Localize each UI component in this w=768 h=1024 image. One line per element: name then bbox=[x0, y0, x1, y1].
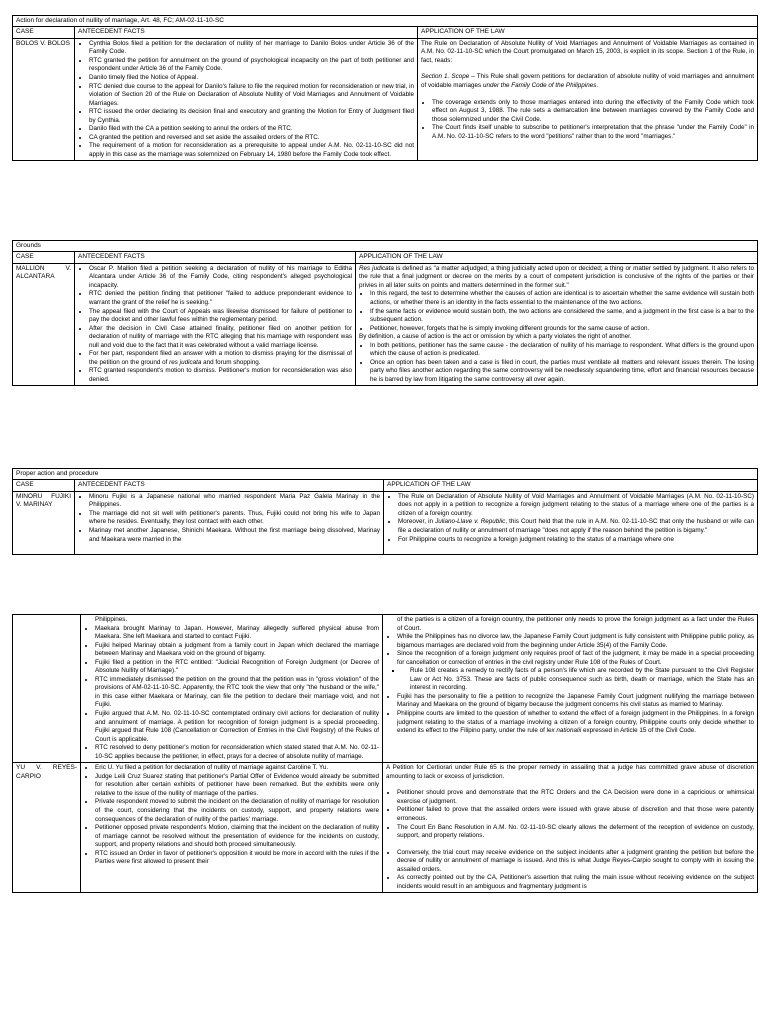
list-item: • Fujiki has the personality to file a petition to recognize the Japanese Family Court judgment nullifying the marriage between Marinay and Maekara on the ground of bigamy because the judgment concerns his civil status as married to Marinay. bbox=[397, 693, 754, 710]
facts-cell bbox=[81, 763, 383, 893]
list-item: • Marinay met another Japanese, Shinichi Maekara. Without the first marriage being dissolved, Marinay and Maekara were married in the bbox=[89, 527, 380, 544]
section-mallion bbox=[12, 240, 757, 386]
section-title: Grounds bbox=[13, 241, 758, 252]
list-item: • The marriage did not sit well with petitioner's parents. Thus, Fujiki could not bring his wife to Japan where he resides. Eventually, they lost contact with each other. bbox=[89, 510, 380, 527]
list-item: • Fujiki filed a petition in the RTC entitled: "Judicial Recognition of Foreign Judgment (or Decree of Absolute Nullity of Marriage)." bbox=[95, 659, 379, 676]
case-name: MINORU FUJIKI V. MARINAY bbox=[13, 491, 75, 554]
header-law: APPLICATION OF THE LAW bbox=[418, 27, 758, 38]
list-item: • Petitioner opposed private respondent's Motion, claiming that the incident on the declaration of nullity of marriage cannot be resolved without the presentation of evidence for the incidents on custody, support, and property relations and should both proceed simultaneously. bbox=[95, 824, 379, 850]
header-facts: ANTECEDENT FACTS bbox=[75, 27, 418, 38]
list-item: • After the decision in Civil Case attained finality, petitioner filed on another petition for declaration of nullity of marriage with the RTC alleging that his marriage with respondent was null and void due to the fact that it was celebrated without a valid marriage license. bbox=[89, 325, 352, 351]
header-facts: ANTECEDENT FACTS bbox=[75, 252, 356, 263]
list-item: • CA granted the petition and reversed and set aside the assailed orders of the RTC. bbox=[89, 134, 414, 143]
list-item: • Since the recognition of a foreign judgment only requires proof of fact of the judgment, it may be made in a special proceeding for cancellation or correction of entries in the civil registry under Rule 108 of the Rules of Court. bbox=[397, 650, 754, 667]
list-item: • Once an option has been taken and a case is filed in court, the parties must ventilate all matters and relevant issues therein. The losing party who files another action regarding the same controversy will be needlessly squandering time, effort and financial resources because he is barred by law from litigating the same controversy all over again. bbox=[370, 359, 754, 385]
list-item: • Petitioner, however, forgets that he is simply invoking different grounds for the same cause of action. bbox=[370, 325, 754, 334]
list-item: • The Rule on Declaration of Absolute Nullity of Void Marriages and Annulment of Voidable Marriages (A.M. No. 02-11-10-SC) does not apply in a petition to recognize a foreign judgment relating to the status of a marriage where one of the parties is a citizen of a foreign country. bbox=[398, 493, 754, 519]
list-item: • Judge Leili Cruz Suarez stating that petitioner's Partial Offer of Evidence would already be submitted for resolution after certain exhibits of petitioner have been remarked. But the exhibits were only relative to the issue of the nullity of marriage of the parties. bbox=[95, 773, 379, 799]
list-item: • RTC immediately dismissed the petition on the ground that the petition was in "gross violation" of the provisions of AM-02-11-10-SC. Apparently, the RTC took the view that only "the husband or the wife," in this case either Maekara or Marinay, can file the petition to declare their marriage void, and not Fujiki. bbox=[95, 676, 379, 710]
header-law: APPLICATION OF THE LAW bbox=[384, 480, 758, 491]
list-item: • In both petitions, petitioner has the same cause - the declaration of nullity of his marriage to respondent. What differs is the ground upon which the cause of action is predicated. bbox=[370, 342, 754, 359]
list-item: • The coverage extends only to those marriages entered into during the effectivity of the Family Code which took effect on August 3, 1988. The rule sets a demarcation line between marriages covered by the Family Code and those solemnized under the Civil Code. bbox=[432, 99, 754, 125]
list-item: • RTC denied due course to the appeal for Danilo's failure to file the required motion for reconsideration or new trial, in violation of Section 20 of the Rule on Declaration of Absolute Nullity of Void Marriages and Annulment of Voidable Marriages. bbox=[89, 83, 414, 109]
list-item: • While the Philippines has no divorce law, the Japanese Family Court judgment is fully consistent with Philippine public policy, as bigamous marriages are declared void from the beginning under Article 35(4) of the Family Code. bbox=[397, 633, 754, 650]
section-title: Action for declaration of nullity of marriage, Art. 48, FC; AM-02-11-10-SC bbox=[13, 16, 758, 27]
list-item: • Maekara brought Marinay to Japan. However, Marinay allegedly suffered physical abuse from Maekara. She left Maekara and started to contact Fujiki. bbox=[95, 625, 379, 642]
list-item: • As correctly pointed out by the CA, Petitioner's assertion that ruling the main issue without receiving evidence on the subject incidents would result in an ambiguous and fragmentary judgment is bbox=[397, 874, 754, 891]
list-item: • Petitioner failed to prove that the assailed orders were issued with grave abuse of discretion and that those were patently erroneous. bbox=[397, 806, 754, 823]
list-item: • RTC granted the petition for annulment on the ground of psychological incapacity on the part of both petitioner and respondent under Article 36 of the Family Code. bbox=[89, 57, 414, 74]
list-item: • Fujiki argued that A.M. No. 02-11-10-SC contemplated ordinary civil actions for declaration of nullity and annulment of marriage. A petition for recognition of foreign judgment is a special proceeding. Fujiki argued that Rule 108 (Cancellation or Correction of Entries in the Civil Registry) of the Rules of Court is applicable. bbox=[95, 710, 379, 744]
section-bolos bbox=[12, 15, 757, 161]
law-paragraph: The Rule on Declaration of Absolute Nullity of Void Marriages and Annulment of Voidable Marriages as contained in A.M. No. 02-11-10-SC which the Court promulgated on March 15, 2003, is explicit in its scope. Section 1 of the Rule, in fact, reads: bbox=[421, 39, 754, 64]
list-item: • For Philippine courts to recognize a foreign judgment relating to the status of a marriage where one bbox=[398, 536, 754, 545]
list-item: • The Court En Banc Resolution in A.M. No. 02-11-10-SC clearly allows the deferment of the reception of evidence on custody, support, and property relations. bbox=[397, 824, 754, 841]
law-cell bbox=[383, 763, 758, 893]
case-name: YU V. REYES-CARPIO bbox=[13, 763, 81, 893]
list-item: • RTC denied the petition finding that petitioner "failed to adduce preponderant evidence to warrant the grant of the relief he is seeking." bbox=[89, 290, 352, 307]
list-item: • Private respondent moved to submit the incident on the declaration of nullity of marriage for resolution of the court, considering that the incidents on custody, support, and property relations were consequences of the declaration of nullity of the parties' marriage. bbox=[95, 798, 379, 824]
list-item: • RTC issued an Order in favor of petitioner's opposition it would be more in accord with the rules if the Parties were first allowed to present their bbox=[95, 850, 379, 867]
case-name: MALLION V. ALCANTARA bbox=[13, 263, 75, 386]
section-continuation bbox=[12, 614, 757, 893]
scope-label: Section 1. Scope bbox=[421, 73, 470, 81]
scope-paragraph: Section 1. Scope – This Rule shall govern petitions for declaration of absolute nullity of void marriages and annulment of voidable marriages under the Family Code of the Philippines. bbox=[421, 73, 754, 89]
list-item: • Oscar P. Mallion filed a petition seeking a declaration of nullity of his marriage to Editha Alcantara under Article 36 of the Family Code, citing respondent's alleged psychological incapacity. bbox=[89, 265, 352, 291]
list-item: • RTC resolved to deny petitioner's motion for reconsideration which stated stated that A.M. No. 02-11-10-SC applies because the petitioner, in effect, prays for a decree of absolute nullity of marriage. bbox=[95, 744, 379, 761]
header-law: APPLICATION OF THE LAW bbox=[356, 252, 758, 263]
list-item: • Philippine courts are limited to the question of whether to extend the effect of a foreign judgment in the Philippines. In a foreign judgment relating to the status of a marriage involving a citizen of a foreign country, Philippine courts only decide whether to extend its effect to the Filipino party, under the rule of lex nationalii expressed in Article 15 of the Civil Code. bbox=[397, 710, 754, 736]
list-item: • Moreover, in Juliano-Llave v. Republic, this Court held that the rule in A.M. No. 02-11-10-SC that only the husband or wife can file a declaration of nullity or annulment of marriage "does not apply if the reason behind the petition is bigamy." bbox=[398, 518, 754, 535]
list-item: • Petitioner should prove and demonstrate that the RTC Orders and the CA Decision were done in a capricious or whimsical exercise of judgment. bbox=[397, 789, 754, 806]
facts-cell bbox=[81, 615, 383, 763]
law-paragraph: A Petition for Certiorari under Rule 65 is the proper remedy in assailing that a judge has committed grave abuse of discretion amounting to lack or excess of jurisdiction. bbox=[386, 764, 754, 780]
facts-cell bbox=[75, 263, 356, 386]
list-item: • The Court finds itself unable to subscribe to petitioner's interpretation that the phrase "under the Family Code" in A.M. No. 02-11-10-SC refers to the word "petitions" rather than to the word "marriages." bbox=[432, 124, 754, 141]
header-facts: ANTECEDENT FACTS bbox=[75, 480, 384, 491]
law-continuation: of the parties is a citizen of a foreign country, the petitioner only needs to prove the foreign judgment as a fact under the Rules of Court. bbox=[397, 616, 754, 632]
law-paragraph: Res judicata is defined as "a matter adjudged; a thing judicially acted upon or decided; a thing or matter settled by judgment. It also refers to the rule that a final judgment or decree on the merits by a court of competent jurisdiction is conclusive of the rights of the parties or their privies in all later suits on points and matters determined in the former suit." bbox=[359, 264, 755, 289]
law-cell bbox=[356, 263, 758, 386]
facts-cell bbox=[75, 38, 418, 161]
section-title: Proper action and procedure bbox=[13, 469, 758, 480]
law-paragraph: By definition, a cause of action is the act or omission by which a party violates the right of another. bbox=[359, 333, 632, 341]
list-item: • For her part, respondent filed an answer with a motion to dismiss praying for the dismissal of the petition on the ground of res judicata and forum shopping. bbox=[89, 350, 352, 367]
sub-list-item: ▪ Rule 108 creates a remedy to rectify facts of a person's life which are recorded by the State pursuant to the Civil Register Law or Act No. 3753. These are facts of public consequence such as birth, death or marriage, which the State has an interest in recording. bbox=[402, 667, 754, 693]
list-item: • Cynthia Bolos filed a petition for the declaration of nullity of her marriage to Danilo Bolos under Article 36 of the Family Code. bbox=[89, 40, 414, 57]
list-item: • Danilo timely filed the Notice of Appeal. bbox=[89, 74, 414, 83]
list-item: • Eric U. Yu filed a petition for declaration of nullity of marriage against Caroline T. Yu. bbox=[95, 764, 379, 773]
case-name-empty bbox=[13, 615, 81, 763]
list-item: • The requirement of a motion for reconsideration as a prerequisite to appeal under A.M. No. 02-11-10-SC did not apply in this case as the marriage was solemnized on February 14, 1980 before the Family Code took effect. bbox=[89, 142, 414, 159]
case-name: BOLOS V. BOLOS bbox=[13, 38, 75, 161]
header-case: CASE bbox=[13, 252, 75, 263]
list-item: • In this regard, the test to determine whether the causes of action are identical is to ascertain whether the same evidence will sustain both actions, or whether there is an identity in the facts essential to the maintenance of the two actions. bbox=[370, 290, 754, 307]
header-case: CASE bbox=[13, 480, 75, 491]
facts-continuation: Philippines. bbox=[95, 616, 128, 623]
section-fujiki bbox=[12, 468, 757, 555]
law-cell bbox=[384, 491, 758, 554]
list-item: • RTC granted respondent's motion to dismiss. Petitioner's motion for reconsideration was also denied. bbox=[89, 367, 352, 384]
list-item: • If the same facts or evidence would sustain both, the two actions are considered the same, and a judgment in the first case is a bar to the subsequent action. bbox=[370, 308, 754, 325]
law-cell bbox=[383, 615, 758, 763]
list-item: • Conversely, the trial court may receive evidence on the subject incidents after a judgment granting the petition but before the decree of nullity or annulment of marriage is issued. And this is what Judge Reyes-Carpio sought to comply with in issuing the assailed orders. bbox=[397, 849, 754, 875]
list-item: • Minoru Fujiki is a Japanese national who married respondent Maria Paz Galela Marinay in the Philippines. bbox=[89, 493, 380, 510]
header-case: CASE bbox=[13, 27, 75, 38]
list-item: • Danilo filed with the CA a petition seeking to annul the orders of the RTC. bbox=[89, 125, 414, 134]
list-item: • RTC issued the order declaring its decision final and executory and granting the Motion for Entry of Judgment filed by Cynthia. bbox=[89, 108, 414, 125]
law-cell bbox=[418, 38, 758, 161]
list-item: • The appeal filed with the Court of Appeals was likewise dismissed for failure of petitioner to pay the docket and other lawful fees within the reglementary period. bbox=[89, 308, 352, 325]
facts-cell bbox=[75, 491, 384, 554]
list-item: • Fujiki helped Marinay obtain a judgment from a family court in Japan which declared the marriage between Marinay and Maekara void on the ground of bigamy. bbox=[95, 642, 379, 659]
